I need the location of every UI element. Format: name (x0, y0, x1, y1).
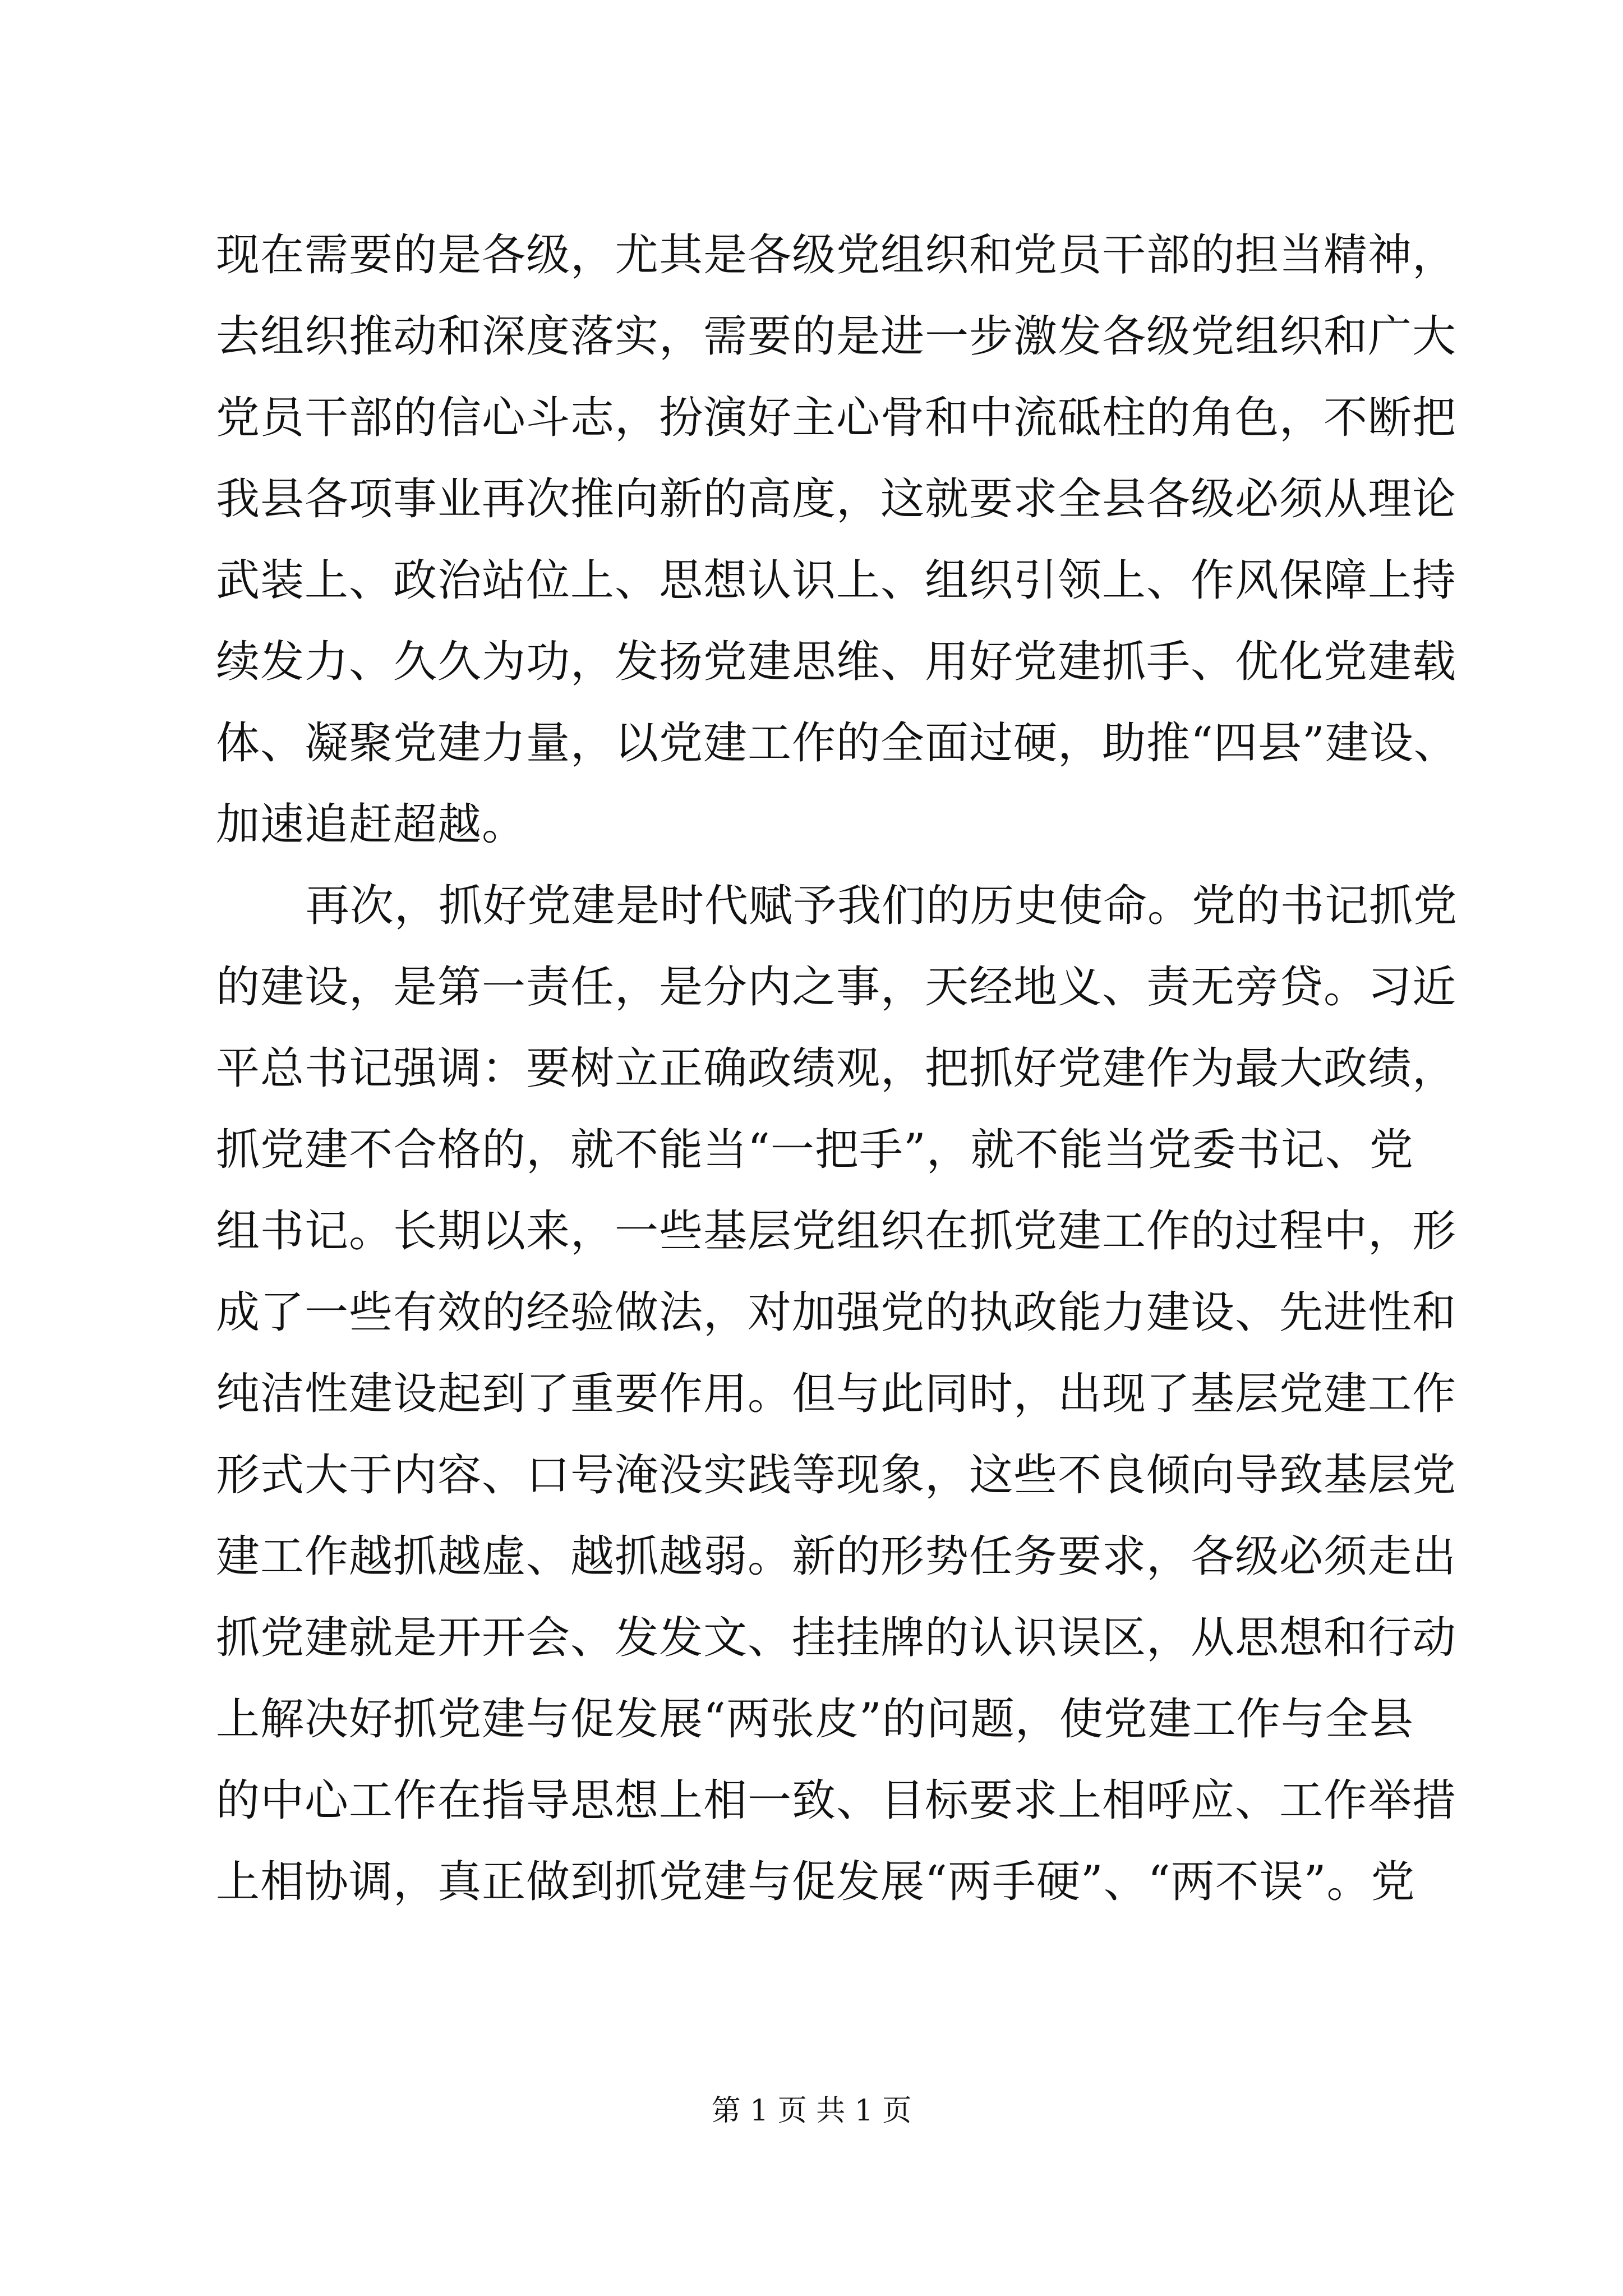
text-line: 组书记。长期以来，一些基层党组织在抓党建工作的过程中，形 (216, 1206, 1457, 1257)
text-line: 上相协调，真正做到抓党建与促发展“两手硬”、“两不误”。党 (216, 1857, 1415, 1907)
text-line: 党员干部的信心斗志，扮演好主心骨和中流砥柱的角色，不断把 (216, 393, 1457, 443)
text-line: 的建设，是第一责任，是分内之事，天经地义、责无旁贷。习近 (216, 962, 1457, 1013)
text-line: 抓党建就是开开会、发发文、挂挂牌的认识误区，从思想和行动 (216, 1613, 1457, 1663)
text-line: 续发力、久久为功，发扬党建思维、用好党建抓手、优化党建载 (216, 637, 1457, 687)
paragraph-first-line: 再次，抓好党建是时代赋予我们的历史使命。党的书记抓党 (306, 881, 1458, 931)
text-line: 平总书记强调：要树立正确政绩观，把抓好党建作为最大政绩， (216, 1043, 1457, 1094)
text-line: 体、凝聚党建力量，以党建工作的全面过硬，助推“四县”建设、 (216, 718, 1458, 769)
text-line: 抓党建不合格的，就不能当“一把手”，就不能当党委书记、党 (216, 1125, 1414, 1175)
text-line: 加速追赶超越。 (216, 799, 527, 850)
page-number-footer: 第 1 页 共 1 页 (711, 2094, 912, 2128)
text-line: 现在需要的是各级，尤其是各级党组织和党员干部的担当精神， (216, 230, 1457, 280)
text-line: 成了一些有效的经验做法，对加强党的执政能力建设、先进性和 (216, 1287, 1457, 1338)
text-line: 纯洁性建设起到了重要作用。但与此同时，出现了基层党建工作 (216, 1369, 1457, 1419)
text-line: 上解决好抓党建与促发展“两张皮”的问题，使党建工作与全县 (216, 1694, 1414, 1745)
text-line: 我县各项事业再次推向新的高度，这就要求全县各级必须从理论 (216, 474, 1457, 524)
text-line: 去组织推动和深度落实，需要的是进一步激发各级党组织和广大 (216, 311, 1457, 362)
text-line: 形式大于内容、口号淹没实践等现象，这些不良倾向导致基层党 (216, 1450, 1457, 1501)
text-line: 的中心工作在指导思想上相一致、目标要求上相呼应、工作举措 (216, 1775, 1457, 1826)
text-line: 建工作越抓越虚、越抓越弱。新的形势任务要求，各级必须走出 (216, 1531, 1457, 1582)
text-line: 武装上、政治站位上、思想认识上、组织引领上、作风保障上持 (216, 555, 1457, 606)
